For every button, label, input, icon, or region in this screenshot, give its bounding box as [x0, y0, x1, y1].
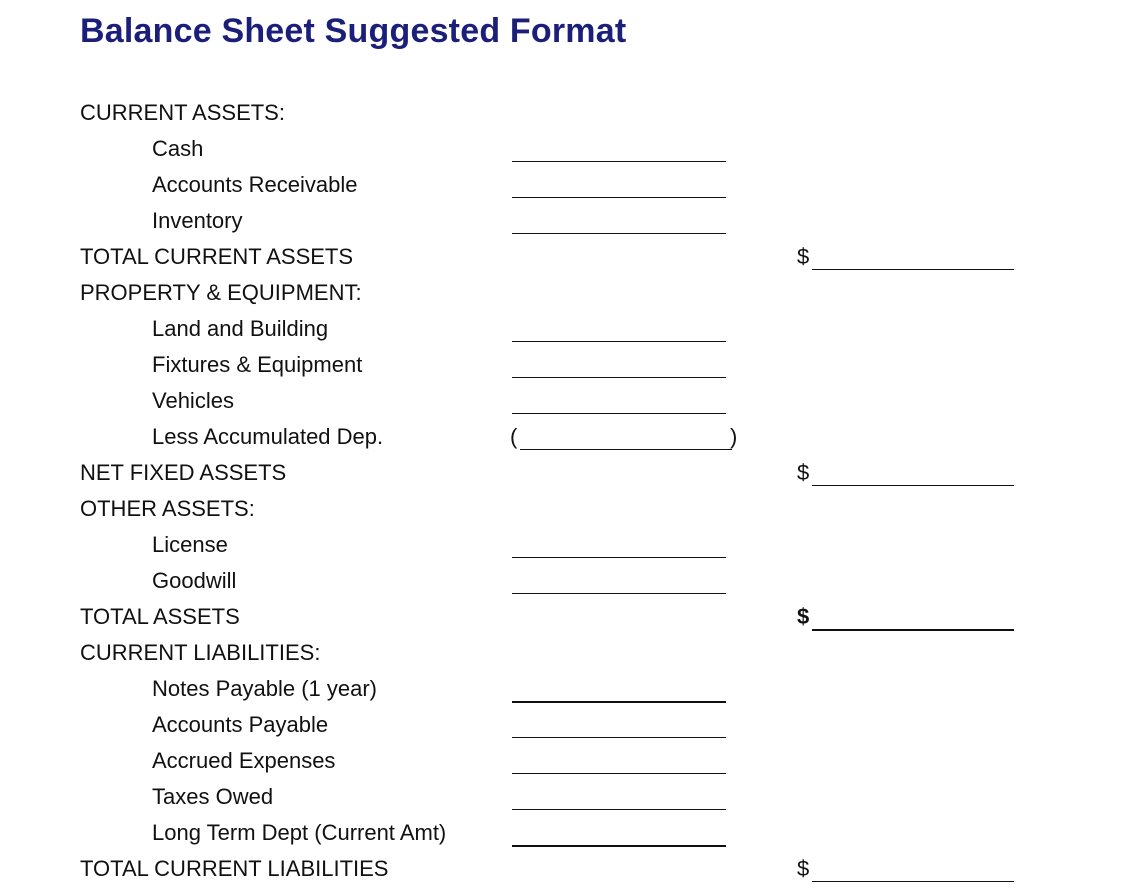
amount-blank-line[interactable]	[512, 341, 726, 342]
line-item-label: Land and Building	[152, 316, 329, 341]
section-header-row	[0, 94, 1147, 130]
line-item-row	[0, 346, 1147, 382]
line-item-label: Cash	[152, 136, 204, 161]
line-item-row	[0, 706, 1147, 742]
section-header: OTHER ASSETS:	[80, 496, 255, 521]
line-item-row	[0, 778, 1147, 814]
line-item-row	[0, 742, 1147, 778]
parenthesized-amount[interactable]	[510, 424, 740, 452]
line-item-label: Vehicles	[152, 388, 234, 413]
total-row	[0, 850, 1147, 886]
dollar-sign: $	[797, 244, 810, 269]
line-item-label: Accounts Receivable	[152, 172, 358, 197]
line-item-row	[0, 166, 1147, 202]
amount-blank-line[interactable]	[512, 161, 726, 162]
amount-blank-line[interactable]	[512, 413, 726, 414]
line-item-label: Less Accumulated Dep.	[152, 424, 384, 449]
total-blank-line[interactable]	[812, 629, 1014, 631]
line-item-label: Accrued Expenses	[152, 748, 336, 773]
dollar-sign: $	[797, 856, 810, 881]
total-blank-line[interactable]	[812, 881, 1014, 882]
balance-sheet-rows	[0, 94, 1147, 886]
line-item-row	[0, 418, 1147, 454]
section-header-row	[0, 634, 1147, 670]
amount-blank-line[interactable]	[512, 845, 726, 847]
page-title: Balance Sheet Suggested Format	[80, 12, 627, 50]
line-item-label: Fixtures & Equipment	[152, 352, 363, 377]
section-header: CURRENT LIABILITIES:	[80, 640, 321, 665]
line-item-row	[0, 310, 1147, 346]
line-item-row	[0, 382, 1147, 418]
section-header: PROPERTY & EQUIPMENT:	[80, 280, 362, 305]
section-header-row	[0, 274, 1147, 310]
line-item-label: Goodwill	[152, 568, 237, 593]
amount-blank-line[interactable]	[512, 737, 726, 738]
total-row	[0, 454, 1147, 490]
amount-blank-line[interactable]	[512, 809, 726, 810]
total-label: TOTAL CURRENT LIABILITIES	[80, 856, 389, 881]
total-label: TOTAL ASSETS	[80, 604, 240, 629]
line-item-label: Notes Payable (1 year)	[152, 676, 377, 701]
line-item-row	[0, 526, 1147, 562]
amount-blank-line[interactable]	[512, 773, 726, 774]
section-header-row	[0, 490, 1147, 526]
amount-blank-line[interactable]	[512, 197, 726, 198]
line-item-row	[0, 814, 1147, 850]
amount-blank-line[interactable]	[512, 593, 726, 594]
total-row	[0, 598, 1147, 634]
total-blank-line[interactable]	[812, 485, 1014, 486]
amount-blank-line[interactable]	[512, 233, 726, 234]
total-row	[0, 238, 1147, 274]
total-label: NET FIXED ASSETS	[80, 460, 287, 485]
dollar-sign: $	[797, 460, 810, 485]
line-item-row	[0, 562, 1147, 598]
amount-blank-line[interactable]	[520, 449, 732, 450]
close-parenthesis: )	[730, 424, 738, 449]
open-parenthesis: (	[510, 424, 518, 449]
total-label: TOTAL CURRENT ASSETS	[80, 244, 354, 269]
line-item-row	[0, 130, 1147, 166]
line-item-label: Inventory	[152, 208, 243, 233]
amount-blank-line[interactable]	[512, 377, 726, 378]
amount-blank-line[interactable]	[512, 701, 726, 703]
section-header: CURRENT ASSETS:	[80, 100, 285, 125]
dollar-sign: $	[797, 604, 810, 629]
total-blank-line[interactable]	[812, 269, 1014, 270]
line-item-label: License	[152, 532, 228, 557]
line-item-row	[0, 670, 1147, 706]
amount-blank-line[interactable]	[512, 557, 726, 558]
line-item-label: Long Term Dept (Current Amt)	[152, 820, 447, 845]
line-item-label: Taxes Owed	[152, 784, 274, 809]
line-item-label: Accounts Payable	[152, 712, 329, 737]
line-item-row	[0, 202, 1147, 238]
